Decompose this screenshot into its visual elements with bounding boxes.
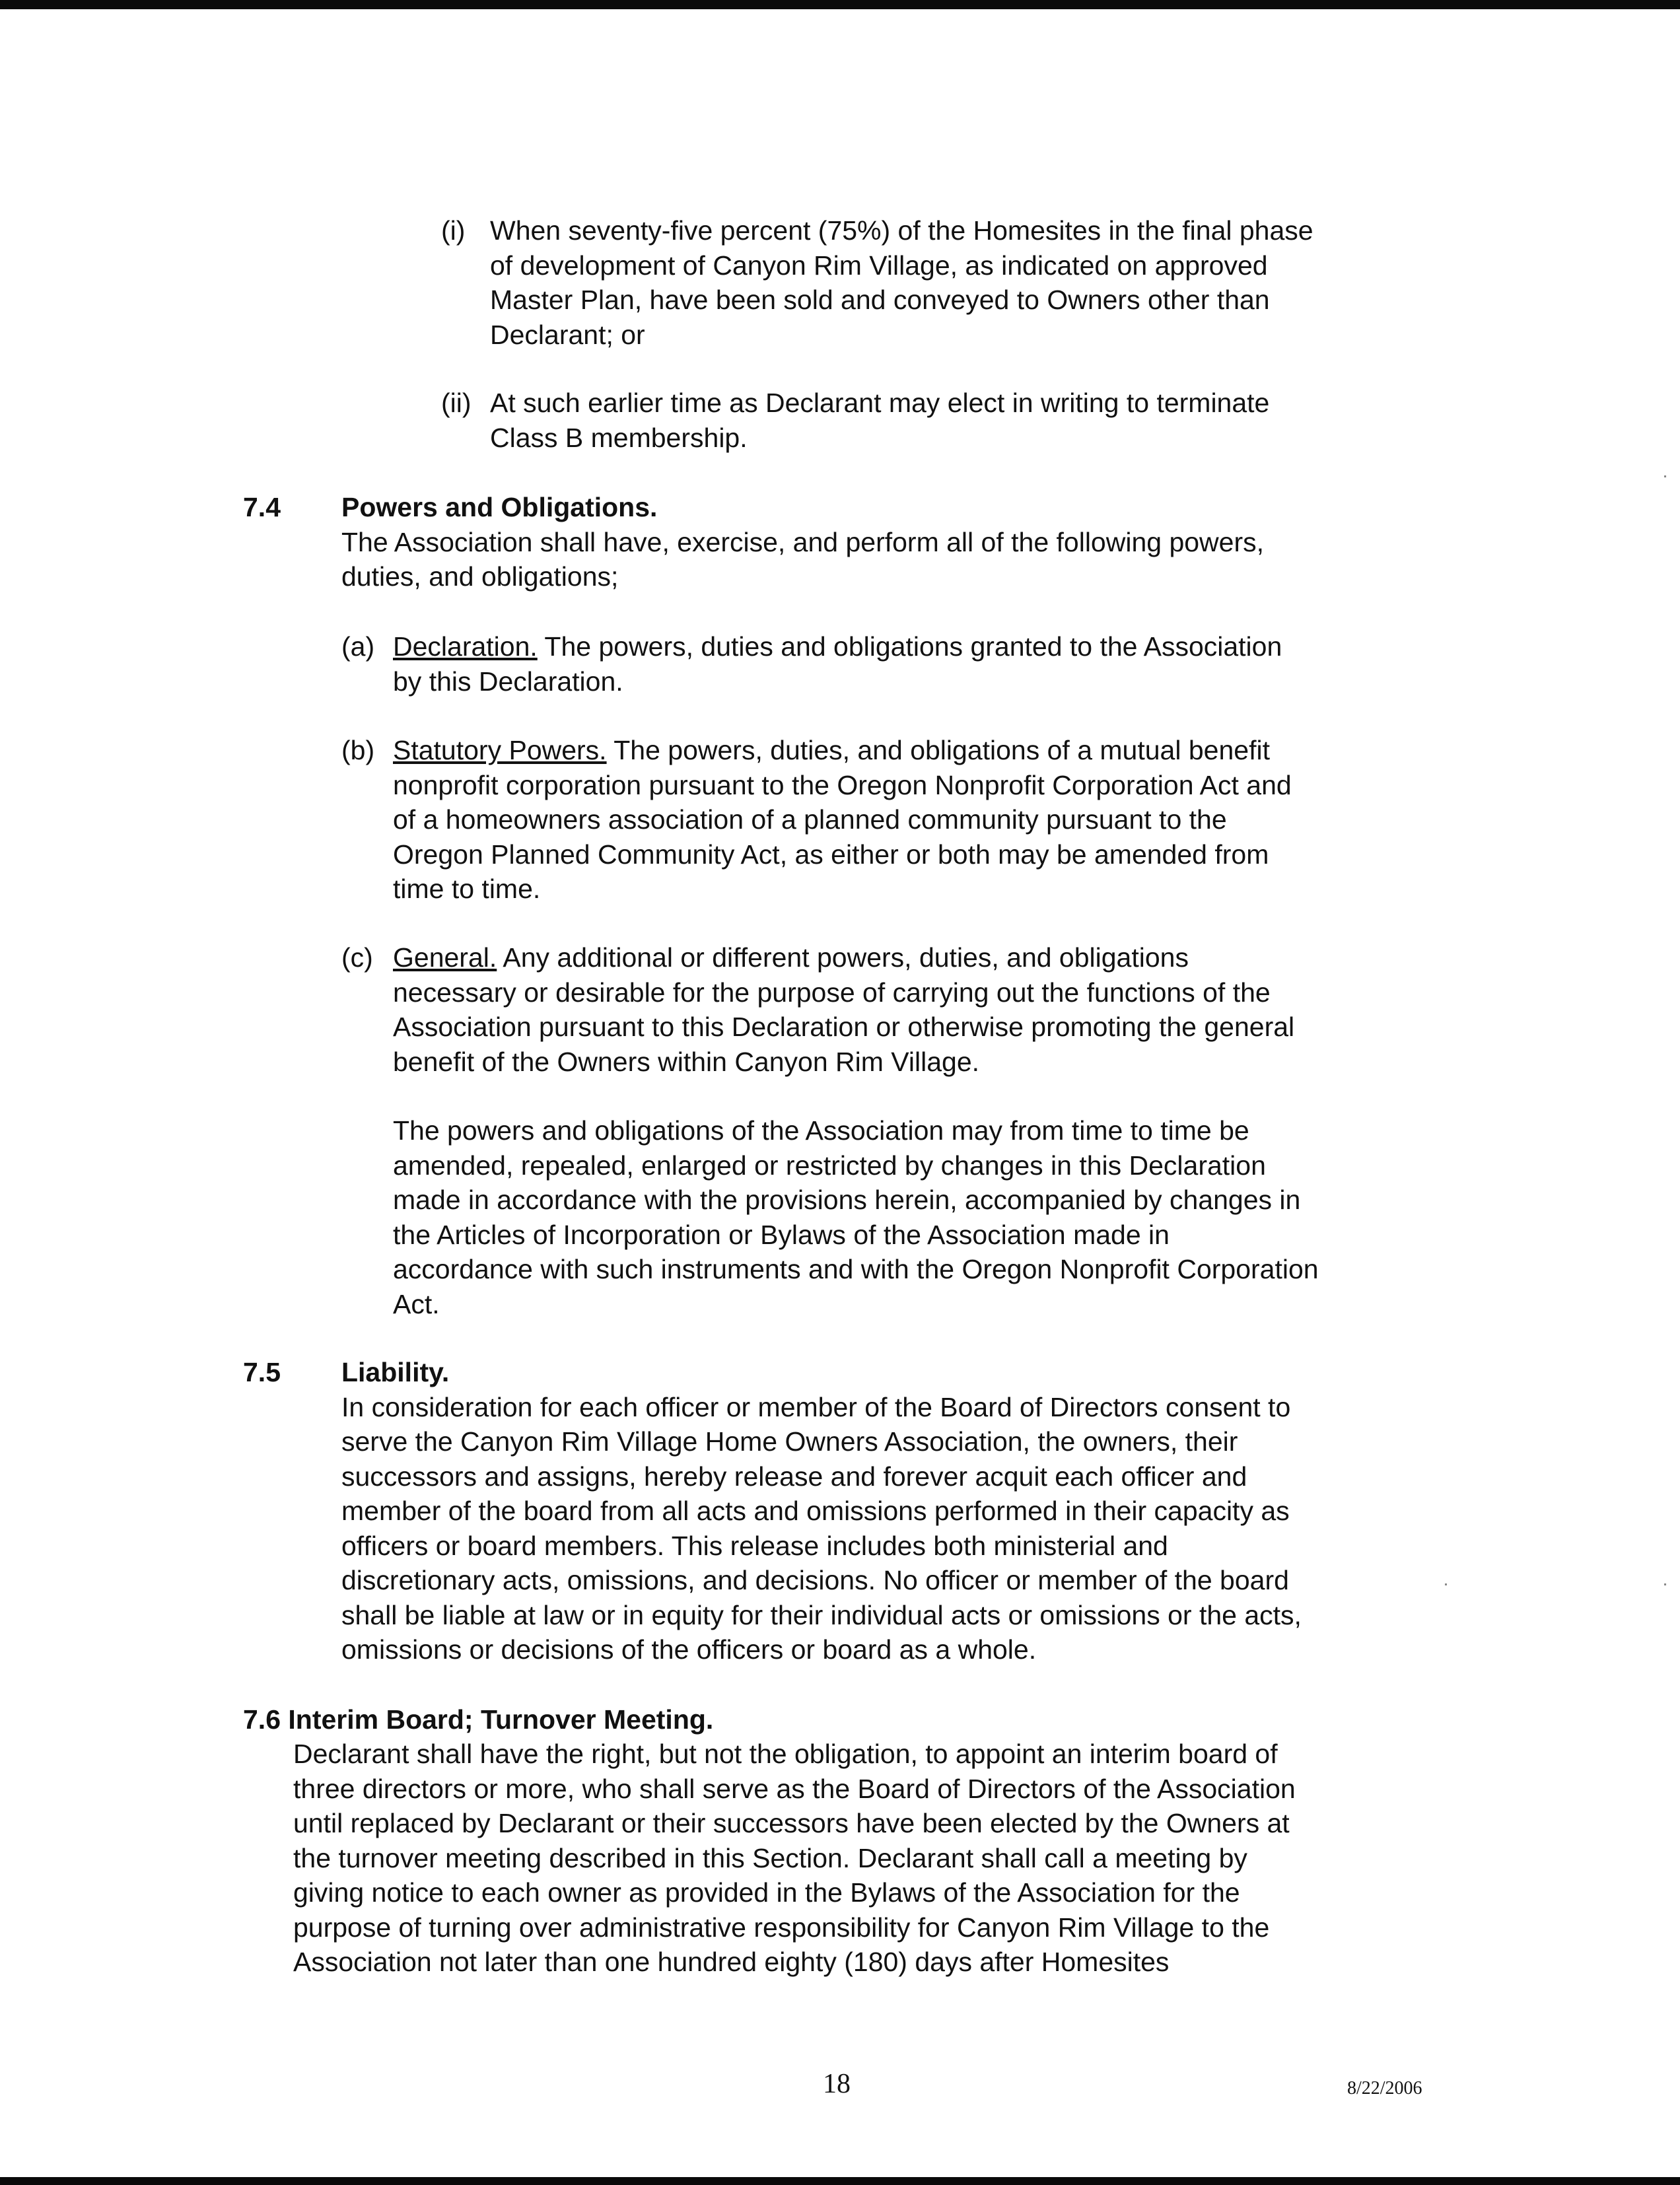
item-a-text bbox=[393, 629, 1282, 699]
item-c-text bbox=[393, 940, 1294, 1079]
section-7-5-number: 7.5 bbox=[243, 1357, 281, 1387]
text-line: nonprofit corporation pursuant to the Oregon Nonprofit Corporation Act and bbox=[393, 769, 1292, 800]
text-line bbox=[393, 733, 1292, 768]
text-line: The powers and obligations of the Association may from time to time be bbox=[393, 1115, 1249, 1146]
section-7-4-number: 7.4 bbox=[243, 492, 281, 522]
text-line: purpose of turning over administrative responsibility for Canyon Rim Village to the bbox=[293, 1912, 1270, 1943]
section-7-4-header bbox=[341, 490, 1264, 594]
item-b-first-line: The powers, duties, and obligations of a mutual benefit bbox=[606, 735, 1270, 765]
item-c-first-line: Any additional or different powers, duties, and obligations bbox=[497, 942, 1189, 973]
text-line: discretionary acts, omissions, and decisions. No officer or member of the board bbox=[341, 1565, 1289, 1595]
item-a-label: (a) bbox=[341, 631, 375, 662]
text-line: Master Plan, have been sold and conveyed to Owners other than bbox=[490, 285, 1270, 315]
text-line: officers or board members. This release includes both ministerial and bbox=[341, 1530, 1168, 1561]
item-c-heading: General. bbox=[393, 942, 497, 973]
scan-speck bbox=[1445, 1583, 1447, 1585]
text-line: amended, repealed, enlarged or restricted by changes in this Declaration bbox=[393, 1150, 1266, 1181]
section-7-6-heading: 7.6 Interim Board; Turnover Meeting. bbox=[243, 1704, 714, 1735]
powers-closing-paragraph bbox=[393, 1113, 1319, 1321]
text-line: serve the Canyon Rim Village Home Owners Association, the owners, their bbox=[341, 1426, 1238, 1457]
section-7-6-body bbox=[243, 1702, 713, 1737]
text-line: necessary or desirable for the purpose of carrying out the functions of the bbox=[393, 977, 1271, 1008]
text-line: of development of Canyon Rim Village, as indicated on approved bbox=[490, 250, 1268, 281]
item-i-text bbox=[490, 213, 1313, 352]
text-line bbox=[393, 629, 1282, 664]
text-line: of a homeowners association of a planned community pursuant to the bbox=[393, 804, 1227, 835]
text-line: Declarant; or bbox=[490, 319, 645, 350]
item-b-label: (b) bbox=[341, 735, 375, 765]
text-line: When seventy-five percent (75%) of the Homesites in the final phase bbox=[490, 215, 1313, 246]
scan-speck bbox=[1664, 1583, 1666, 1585]
section-7-6-text bbox=[293, 1737, 1296, 1980]
text-line: Association pursuant to this Declaration or otherwise promoting the general bbox=[393, 1012, 1295, 1042]
text-line: Oregon Planned Community Act, as either or both may be amended from bbox=[393, 839, 1269, 870]
text-line: by this Declaration. bbox=[393, 666, 623, 697]
page-number: 18 bbox=[823, 2069, 851, 2099]
text-line: duties, and obligations; bbox=[341, 561, 619, 592]
text-line bbox=[393, 940, 1294, 975]
text-line: In consideration for each officer or member of the Board of Directors consent to bbox=[341, 1391, 1291, 1422]
text-line: Association not later than one hundred eighty (180) days after Homesites bbox=[293, 1947, 1170, 1977]
scan-speck bbox=[1664, 475, 1666, 477]
scan-bottom-border bbox=[0, 2177, 1680, 2185]
item-i-label: (i) bbox=[441, 215, 466, 246]
section-7-4-title: Powers and Obligations. bbox=[341, 492, 658, 522]
text-line: Act. bbox=[393, 1288, 440, 1319]
section-7-5-title: Liability. bbox=[341, 1357, 450, 1387]
text-line: shall be liable at law or in equity for their individual acts or omissions or the acts, bbox=[341, 1599, 1302, 1630]
text-line: giving notice to each owner as provided in the Bylaws of the Association for the bbox=[293, 1877, 1240, 1908]
text-line: benefit of the Owners within Canyon Rim Village. bbox=[393, 1046, 980, 1077]
item-ii-text bbox=[490, 386, 1269, 455]
text-line: omissions or decisions of the officers or board as a whole. bbox=[341, 1634, 1037, 1665]
item-b-heading: Statutory Powers. bbox=[393, 735, 607, 765]
item-a-first-line: The powers, duties and obligations granted to the Association bbox=[537, 631, 1282, 662]
text-line: three directors or more, who shall serve as the Board of Directors of the Association bbox=[293, 1773, 1296, 1804]
text-line: until replaced by Declarant or their successors have been elected by the Owners at bbox=[293, 1808, 1290, 1838]
text-line: made in accordance with the provisions herein, accompanied by changes in bbox=[393, 1185, 1301, 1215]
text-line: the Articles of Incorporation or Bylaws of the Association made in bbox=[393, 1219, 1170, 1250]
text-line: At such earlier time as Declarant may elect in writing to terminate bbox=[490, 388, 1270, 418]
text-line: The Association shall have, exercise, and perform all of the following powers, bbox=[341, 526, 1265, 557]
section-7-5-body bbox=[341, 1355, 1302, 1667]
text-line: accordance with such instruments and with the Oregon Nonprofit Corporation bbox=[393, 1254, 1319, 1284]
text-line: the turnover meeting described in this Section. Declarant shall call a meeting by bbox=[293, 1842, 1247, 1873]
text-line: member of the board from all acts and omissions performed in their capacity as bbox=[341, 1496, 1290, 1526]
text-line: Class B membership. bbox=[490, 422, 748, 453]
item-ii-label: (ii) bbox=[441, 388, 472, 418]
footer-date: 8/22/2006 bbox=[1347, 2078, 1422, 2098]
item-c-label: (c) bbox=[341, 942, 373, 973]
text-line: Declarant shall have the right, but not the obligation, to appoint an interim board of bbox=[293, 1739, 1278, 1769]
text-line: successors and assigns, hereby release and forever acquit each officer and bbox=[341, 1461, 1247, 1492]
item-a-heading: Declaration. bbox=[393, 631, 538, 662]
text-line: time to time. bbox=[393, 874, 541, 904]
item-b-text bbox=[393, 733, 1292, 907]
